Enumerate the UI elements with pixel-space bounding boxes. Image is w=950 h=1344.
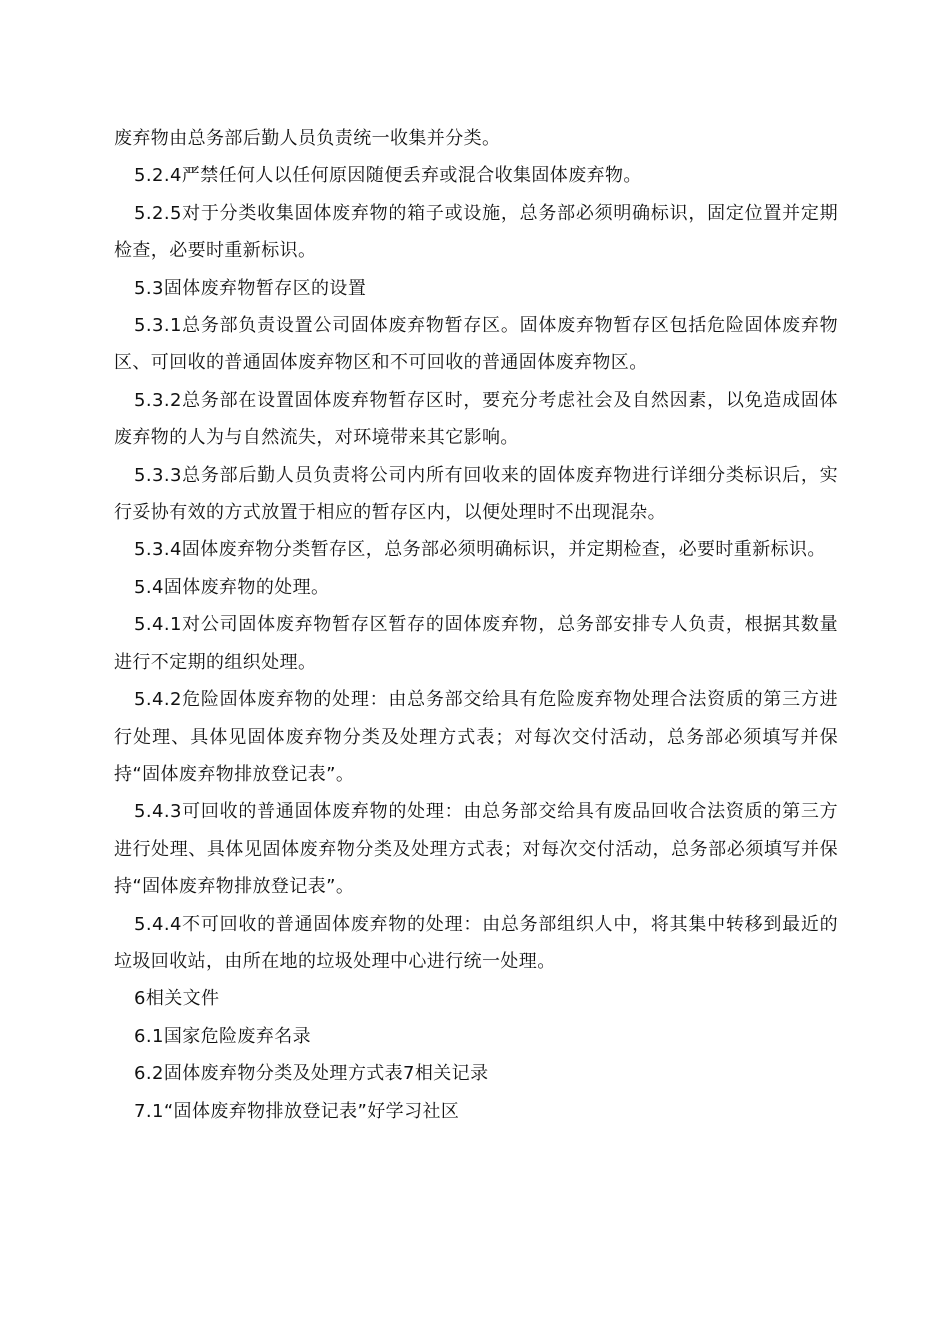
list-item: 7.1“固体废弃物排放登记表”好学习社区 xyxy=(134,1100,460,1122)
document-body xyxy=(114,120,838,1130)
paragraph: 5.4.1对公司固体废弃物暂存区暂存的固体废弃物，总务部安排专人负责，根据其数量进行不定期的组织处理。 xyxy=(114,614,838,673)
section-heading: 6相关文件 xyxy=(134,988,220,1010)
paragraph: 5.3.4固体废弃物分类暂存区，总务部必须明确标识，并定期检查，必要时重新标识。 xyxy=(134,539,826,561)
list-item: 6.2固体废弃物分类及处理方式表7相关记录 xyxy=(134,1063,489,1085)
paragraph: 废弃物由总务部后勤人员负责统一收集并分类。 xyxy=(114,128,501,149)
list-item: 6.1国家危险废弃名录 xyxy=(134,1025,312,1047)
paragraph: 5.3.1总务部负责设置公司固体废弃物暂存区。固体废弃物暂存区包括危险固体废弃物区、可回收的普通固体废弃物区和不可回收的普通固体废弃物区。 xyxy=(114,315,838,374)
paragraph: 5.2.5对于分类收集固体废弃物的箱子或设施，总务部必须明确标识，固定位置并定期检查，必要时重新标识。 xyxy=(114,202,838,262)
paragraph: 5.4.2危险固体废弃物的处理：由总务部交给具有危险废弃物处理合法资质的第三方进行处理、具体见固体废弃物分类及处理方式表；对每次交付活动，总务部必须填写并保持“固体废弃物排放登记表”。 xyxy=(114,689,838,785)
paragraph: 5.3.2总务部在设置固体废弃物暂存区时，要充分考虑社会及自然因素，以免造成固体废弃物的人为与自然流失，对环境带来其它影响。 xyxy=(114,389,838,449)
paragraph: 5.2.4严禁任何人以任何原因随便丢弃或混合收集固体废弃物。 xyxy=(134,165,642,187)
section-heading: 5.4固体废弃物的处理。 xyxy=(134,576,330,598)
paragraph: 5.4.4不可回收的普通固体废弃物的处理：由总务部组织人中，将其集中转移到最近的垃圾回收站，由所在地的垃圾处理中心进行统一处理。 xyxy=(114,913,838,972)
paragraph: 5.4.3可回收的普通固体废弃物的处理：由总务部交给具有废品回收合法资质的第三方进行处理、具体见固体废弃物分类及处理方式表；对每次交付活动，总务部必须填写并保持“固体废弃物排放登记表”。 xyxy=(114,801,838,898)
section-heading: 5.3固体废弃物暂存区的设置 xyxy=(134,277,367,299)
paragraph: 5.3.3总务部后勤人员负责将公司内所有回收来的固体废弃物进行详细分类标识后，实行妥协有效的方式放置于相应的暂存区内，以便处理时不出现混杂。 xyxy=(114,464,838,524)
